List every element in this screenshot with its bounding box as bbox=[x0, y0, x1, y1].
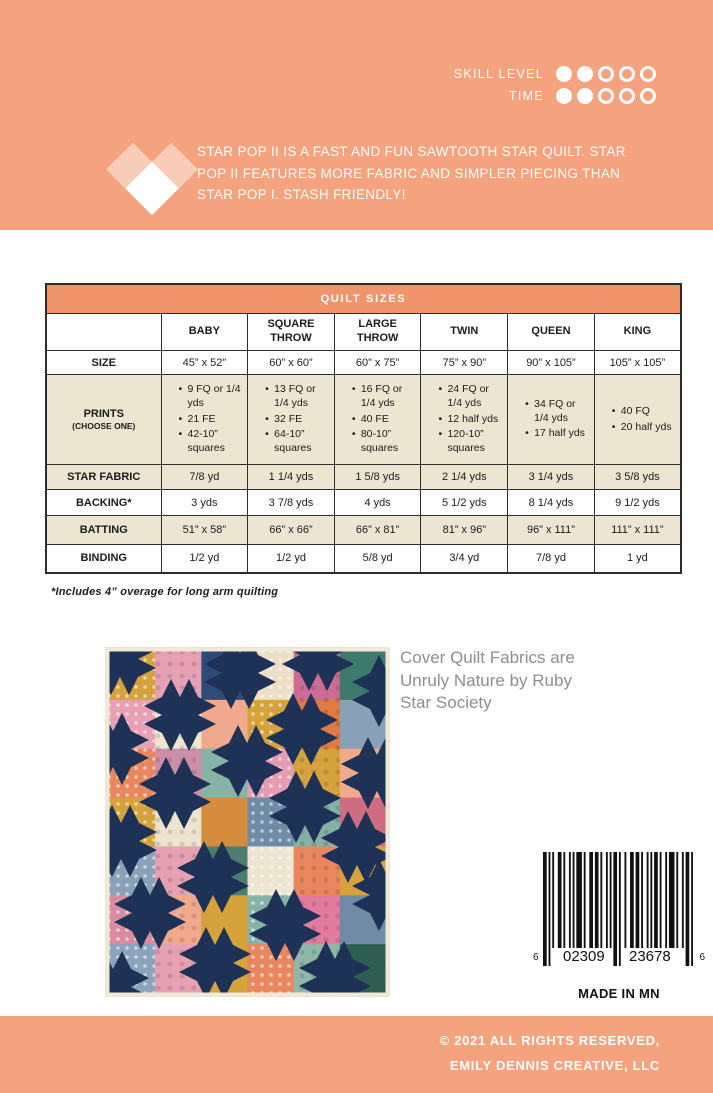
prints-option: • 120-10” squares bbox=[438, 428, 502, 455]
time-dots bbox=[556, 88, 656, 104]
row-label: BATTING bbox=[46, 516, 161, 545]
row-label: PRINTS (CHOOSE ONE) bbox=[46, 375, 161, 465]
row-label: BACKING* bbox=[46, 490, 161, 516]
prints-option: • 42-10” squares bbox=[179, 428, 243, 455]
prints-options-list bbox=[338, 383, 418, 455]
prints-options-list bbox=[251, 383, 331, 455]
table-cell: 7/8 yd bbox=[508, 545, 595, 573]
prints-option: • 16 FQ or 1/4 yds bbox=[352, 383, 416, 410]
time-label: TIME bbox=[508, 89, 544, 103]
time-row bbox=[454, 88, 656, 104]
prints-options-list bbox=[165, 383, 245, 455]
quilt-sizes-table bbox=[45, 283, 682, 574]
table-cell: 1 5/8 yds bbox=[334, 465, 421, 490]
dot-empty-icon bbox=[598, 66, 614, 82]
barcode-digits bbox=[533, 948, 705, 966]
column-header: TWIN bbox=[421, 314, 508, 351]
row-label: STAR FABRIC bbox=[46, 465, 161, 490]
table-cell: 3/4 yd bbox=[421, 545, 508, 573]
skill-level-label: SKILL LEVEL bbox=[453, 67, 544, 81]
dot-empty-icon bbox=[619, 66, 635, 82]
table-cell: 8 1/4 yds bbox=[508, 490, 595, 516]
table-cell: 111” x 111” bbox=[594, 516, 681, 545]
column-header: LARGE THROW bbox=[334, 314, 421, 351]
table-cell: 1 1/4 yds bbox=[248, 465, 335, 490]
dot-filled-icon bbox=[556, 66, 572, 82]
dot-filled-icon bbox=[556, 88, 572, 104]
table-cell: 5/8 yd bbox=[334, 545, 421, 573]
prints-option: • 64-10” squares bbox=[265, 428, 329, 455]
dot-empty-icon bbox=[640, 66, 656, 82]
barcode-group-2: 23678 bbox=[629, 948, 671, 965]
dot-filled-icon bbox=[577, 88, 593, 104]
table-cell: 51” x 58” bbox=[161, 516, 248, 545]
table-cell bbox=[161, 375, 248, 465]
quilt-sizes-title: QUILT SIZES bbox=[46, 284, 681, 314]
table-cell bbox=[421, 375, 508, 465]
table-cell: 60” x 60” bbox=[248, 351, 335, 375]
heart-diamond-logo-icon bbox=[104, 136, 200, 222]
prints-option: • 24 FQ or 1/4 yds bbox=[438, 383, 502, 410]
table-cell bbox=[334, 375, 421, 465]
prints-option: • 40 FE bbox=[352, 413, 416, 427]
pattern-description: STAR POP II IS A FAST AND FUN SAWTOOTH STAR QUILT. STAR POP II FEATURES MORE FABRIC AND SIMPLER PIECING THAN STAR POP I. STASH FRIENDLY! bbox=[197, 144, 626, 203]
column-header: SQUARE THROW bbox=[248, 314, 335, 351]
barcode-digit-right: 6 bbox=[699, 952, 705, 963]
prints-option: • 12 half yds bbox=[438, 413, 502, 427]
table-cell: 90” x 105” bbox=[508, 351, 595, 375]
prints-option: • 9 FQ or 1/4 yds bbox=[179, 383, 243, 410]
skill-level-dots bbox=[556, 66, 656, 82]
row-label: BINDING bbox=[46, 545, 161, 573]
table-cell bbox=[508, 375, 595, 465]
backing-footnote: *Includes 4” overage for long arm quilting bbox=[51, 586, 279, 598]
table-cell: 3 1/4 yds bbox=[508, 465, 595, 490]
table-cell: 60” x 75” bbox=[334, 351, 421, 375]
table-cell: 1/2 yd bbox=[161, 545, 248, 573]
upc-barcode bbox=[533, 850, 705, 1010]
cover-quilt-image bbox=[105, 647, 390, 997]
table-cell: 7/8 yd bbox=[161, 465, 248, 490]
dot-filled-icon bbox=[577, 66, 593, 82]
table-cell: 2 1/4 yds bbox=[421, 465, 508, 490]
dot-empty-icon bbox=[640, 88, 656, 104]
table-cell: 81” x 96” bbox=[421, 516, 508, 545]
table-cell: 105” x 105” bbox=[594, 351, 681, 375]
dot-empty-icon bbox=[619, 88, 635, 104]
copyright-notice bbox=[440, 1028, 660, 1079]
corner-cell bbox=[46, 314, 161, 351]
table-cell: 3 yds bbox=[161, 490, 248, 516]
prints-option: • 32 FE bbox=[265, 413, 329, 427]
table-cell: 9 1/2 yds bbox=[594, 490, 681, 516]
table-cell: 1 yd bbox=[594, 545, 681, 573]
bottom-banner bbox=[0, 1016, 713, 1093]
table-cell bbox=[594, 375, 681, 465]
table-cell: 96” x 111” bbox=[508, 516, 595, 545]
table-cell: 5 1/2 yds bbox=[421, 490, 508, 516]
top-banner bbox=[0, 0, 713, 230]
table-cell: 1/2 yd bbox=[248, 545, 335, 573]
difficulty-indicators bbox=[454, 66, 656, 110]
table-cell: 66” x 81” bbox=[334, 516, 421, 545]
column-header: KING bbox=[594, 314, 681, 351]
cover-fabric-credit: Cover Quilt Fabrics are Unruly Nature by Ruby Star Society bbox=[400, 648, 575, 713]
prints-option: • 17 half yds bbox=[525, 427, 589, 441]
copyright-line-2: EMILY DENNIS CREATIVE, LLC bbox=[449, 1058, 660, 1074]
made-in-label: MADE IN MN bbox=[578, 986, 660, 1001]
table-cell bbox=[248, 375, 335, 465]
prints-option: • 21 FE bbox=[179, 413, 243, 427]
barcode-group-1: 02309 bbox=[563, 948, 605, 965]
dot-empty-icon bbox=[598, 88, 614, 104]
table-cell: 45” x 52” bbox=[161, 351, 248, 375]
prints-option: • 20 half yds bbox=[612, 421, 675, 435]
table-cell: 3 7/8 yds bbox=[248, 490, 335, 516]
prints-option: • 40 FQ bbox=[612, 405, 675, 419]
table-cell: 66” x 66” bbox=[248, 516, 335, 545]
prints-options-list bbox=[598, 405, 677, 434]
skill-level-row bbox=[454, 66, 656, 82]
table-cell: 75” x 90” bbox=[421, 351, 508, 375]
column-header: BABY bbox=[161, 314, 248, 351]
column-header: QUEEN bbox=[508, 314, 595, 351]
prints-options-list bbox=[424, 383, 504, 455]
table-cell: 3 5/8 yds bbox=[594, 465, 681, 490]
prints-options-list bbox=[511, 398, 591, 441]
row-sublabel: (CHOOSE ONE) bbox=[72, 421, 136, 431]
table-cell: 4 yds bbox=[334, 490, 421, 516]
prints-option: • 80-10” squares bbox=[352, 428, 416, 455]
row-label: SIZE bbox=[46, 351, 161, 375]
prints-option: • 34 FQ or 1/4 yds bbox=[525, 398, 589, 425]
copyright-line-1: © 2021 ALL RIGHTS RESERVED, bbox=[439, 1033, 660, 1048]
barcode-digit-left: 6 bbox=[533, 952, 539, 963]
prints-option: • 13 FQ or 1/4 yds bbox=[265, 383, 329, 410]
